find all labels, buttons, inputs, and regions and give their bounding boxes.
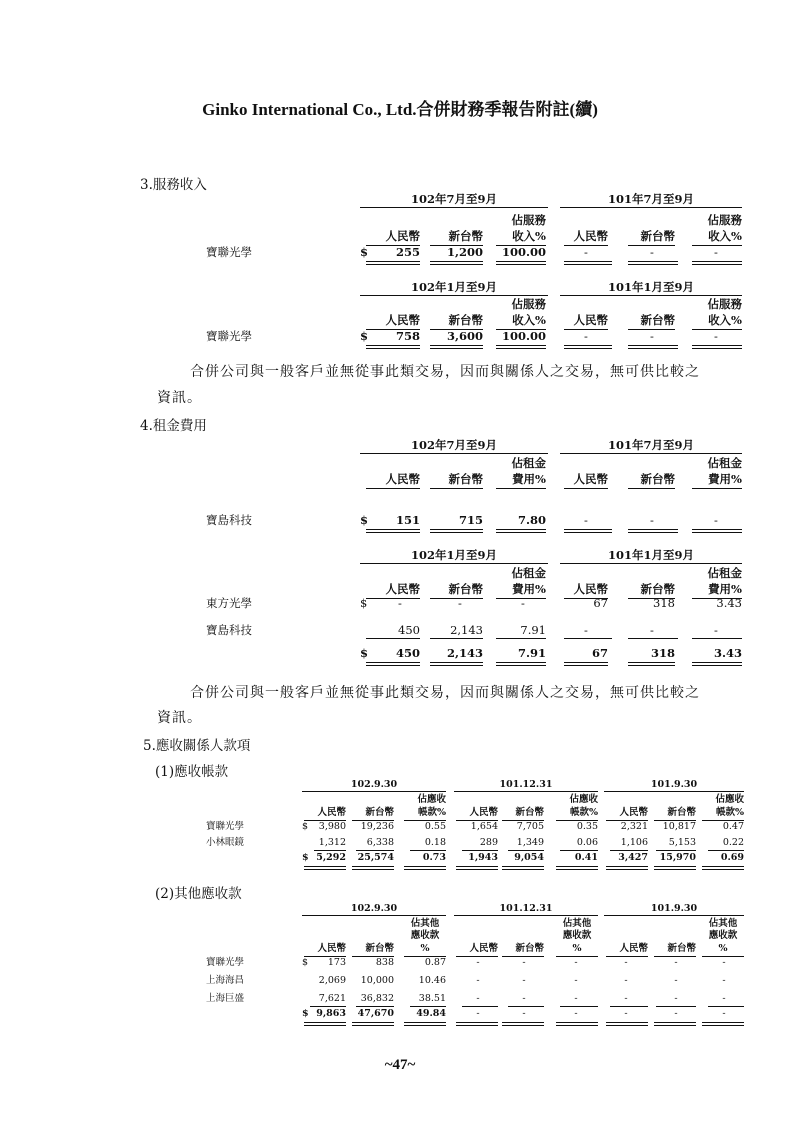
col-header: 費用% [708, 472, 742, 486]
total-cell: - [522, 1008, 526, 1019]
value-cell: 7.91 [520, 623, 546, 637]
currency-sign: $ [360, 329, 369, 343]
group-header: 101.9.30 [604, 904, 744, 916]
value-cell: 2,069 [318, 975, 346, 986]
currency-sign: $ [302, 957, 309, 968]
col-header: 帳款% [715, 807, 744, 818]
value-cell: - [714, 245, 718, 259]
value-cell: 3,600 [446, 329, 483, 343]
col-header: 佔應收 [715, 794, 744, 805]
total-cell: 67 [591, 646, 608, 660]
row-name: 東方光學 [206, 596, 252, 610]
total-cell: 0.69 [720, 852, 744, 863]
group-header: 101.9.30 [604, 780, 744, 792]
col-header: 人民幣 [619, 807, 648, 818]
value-cell: 100.00 [501, 245, 546, 259]
row-name: 寶聯光學 [206, 821, 245, 832]
group-header: 102.9.30 [302, 904, 446, 916]
col-header: 收入% [512, 229, 546, 243]
col-header: 新台幣 [365, 943, 394, 954]
col-header: 新台幣 [448, 472, 483, 486]
value-cell: - [714, 623, 718, 637]
total-cell: 47,670 [357, 1008, 394, 1019]
value-cell: - [584, 623, 588, 637]
total-cell: 2,143 [446, 646, 483, 660]
col-header: 新台幣 [667, 943, 696, 954]
total-cell: 9,054 [514, 852, 544, 863]
total-cell: 15,970 [659, 852, 696, 863]
group-header: 102年7月至9月 [360, 439, 548, 454]
col-header: 人民幣 [317, 807, 346, 818]
total-cell: 7.91 [517, 646, 546, 660]
col-header: % [420, 943, 430, 954]
col-header: 新台幣 [640, 229, 675, 243]
col-header: 佔服務 [707, 213, 742, 227]
currency-sign: $ [302, 852, 309, 863]
currency-sign: $ [302, 821, 309, 832]
col-header: 佔其他 [708, 918, 738, 929]
col-header: 佔租金 [511, 456, 546, 470]
group-header: 102年1月至9月 [360, 549, 548, 564]
total-cell: - [476, 1008, 480, 1019]
value-cell: 19,236 [360, 821, 394, 832]
subsection-heading: (2)其他應收款 [155, 886, 242, 902]
value-cell: 318 [653, 596, 675, 610]
currency-sign: $ [302, 1008, 309, 1019]
value-cell: 758 [395, 329, 420, 343]
value-cell: - [714, 329, 718, 343]
value-cell: 1,312 [318, 837, 346, 848]
section-5-heading: 5.應收關係人款項 [143, 738, 251, 754]
row-name: 寶島科技 [206, 623, 252, 637]
col-header: 新台幣 [667, 807, 696, 818]
value-cell: 1,654 [470, 821, 498, 832]
value-cell: 10,817 [662, 821, 696, 832]
value-cell: 0.22 [722, 837, 744, 848]
rent-expense-table-ytd [0, 549, 800, 669]
total-cell: 3,427 [618, 852, 648, 863]
value-cell: - [458, 596, 462, 610]
col-header: 人民幣 [573, 313, 608, 327]
row-name: 上海巨盛 [206, 993, 245, 1004]
value-cell: - [584, 245, 588, 259]
value-cell: - [584, 513, 588, 527]
total-cell: - [574, 1008, 578, 1019]
value-cell: 38.51 [418, 993, 446, 1004]
currency-sign: $ [360, 646, 369, 660]
col-header: 應收款 [562, 930, 592, 941]
value-cell: - [476, 975, 480, 986]
col-header: 收入% [708, 229, 742, 243]
group-header: 101年1月至9月 [560, 549, 742, 564]
value-cell: - [522, 975, 526, 986]
col-header: 佔服務 [511, 297, 546, 311]
group-header: 101年1月至9月 [560, 281, 742, 296]
value-cell: - [624, 975, 628, 986]
col-header: 佔其他 [562, 918, 592, 929]
col-header: 人民幣 [469, 807, 498, 818]
value-cell: 838 [375, 957, 394, 968]
value-cell: - [522, 993, 526, 1004]
total-cell: 1,943 [468, 852, 498, 863]
col-header: 佔租金 [707, 456, 742, 470]
col-header: 應收款 [410, 930, 440, 941]
rent-expense-table-q3 [0, 439, 800, 534]
value-cell: - [584, 329, 588, 343]
value-cell: 3.43 [716, 596, 742, 610]
group-header: 101年7月至9月 [560, 439, 742, 454]
col-header: 人民幣 [385, 472, 420, 486]
col-header: 人民幣 [573, 582, 608, 596]
note-paragraph: 合併公司與一般客戶並無從事此類交易，因而與關係人之交易，無可供比較之 [190, 685, 700, 701]
row-name: 小林眼鏡 [206, 837, 245, 848]
col-header: 新台幣 [365, 807, 394, 818]
value-cell: 1,349 [516, 837, 544, 848]
value-cell: - [624, 957, 628, 968]
col-header: 帳款% [569, 807, 598, 818]
col-header: 佔租金 [511, 566, 546, 580]
value-cell: - [650, 245, 654, 259]
group-header: 102年1月至9月 [360, 281, 548, 296]
value-cell: - [650, 623, 654, 637]
col-header: 新台幣 [640, 313, 675, 327]
col-header: 費用% [512, 582, 546, 596]
value-cell: - [650, 513, 654, 527]
value-cell: - [722, 975, 726, 986]
total-cell: 25,574 [357, 852, 394, 863]
total-cell: 318 [650, 646, 675, 660]
currency-sign: $ [360, 245, 369, 259]
value-cell: 7.80 [517, 513, 546, 527]
value-cell: 289 [479, 837, 498, 848]
col-header: 費用% [512, 472, 546, 486]
section-4-heading: 4.租金費用 [140, 418, 207, 434]
value-cell: - [674, 975, 678, 986]
value-cell: - [574, 993, 578, 1004]
value-cell: 0.47 [722, 821, 744, 832]
col-header: 佔其他 [410, 918, 440, 929]
col-header: 新台幣 [448, 313, 483, 327]
value-cell: 255 [395, 245, 420, 259]
value-cell: 151 [395, 513, 420, 527]
value-cell: 450 [398, 623, 420, 637]
col-header: % [572, 943, 582, 954]
value-cell: - [624, 993, 628, 1004]
other-receivables-table [0, 904, 800, 1024]
value-cell: - [522, 957, 526, 968]
col-header: 新台幣 [640, 472, 675, 486]
value-cell: 3,980 [318, 821, 346, 832]
total-cell: - [674, 1008, 678, 1019]
total-cell: 49.84 [416, 1008, 446, 1019]
value-cell: 36,832 [360, 993, 394, 1004]
total-cell: 3.43 [713, 646, 742, 660]
value-cell: 67 [593, 596, 608, 610]
value-cell: - [476, 993, 480, 1004]
value-cell: 10.46 [418, 975, 446, 986]
service-revenue-table-ytd [0, 281, 800, 356]
value-cell: 0.06 [576, 837, 598, 848]
row-name: 寶聯光學 [206, 329, 252, 343]
col-header: 人民幣 [573, 229, 608, 243]
value-cell: 100.00 [501, 329, 546, 343]
total-cell: 0.41 [574, 852, 598, 863]
value-cell: 1,200 [446, 245, 483, 259]
col-header: 人民幣 [317, 943, 346, 954]
value-cell: 2,143 [450, 623, 483, 637]
col-header: 佔租金 [707, 566, 742, 580]
col-header: 收入% [708, 313, 742, 327]
value-cell: - [650, 329, 654, 343]
value-cell: - [722, 993, 726, 1004]
group-header: 102年7月至9月 [360, 193, 548, 208]
col-header: 人民幣 [385, 229, 420, 243]
value-cell: 10,000 [360, 975, 394, 986]
row-name: 寶聯光學 [206, 245, 252, 259]
col-header: 人民幣 [469, 943, 498, 954]
value-cell: - [722, 957, 726, 968]
value-cell: 173 [327, 957, 346, 968]
col-header: 新台幣 [448, 229, 483, 243]
total-cell: - [624, 1008, 628, 1019]
accounts-receivable-table [0, 780, 800, 870]
value-cell: - [398, 596, 402, 610]
value-cell: 0.87 [424, 957, 446, 968]
group-header: 102.9.30 [302, 780, 446, 792]
value-cell: - [574, 975, 578, 986]
row-name: 寶聯光學 [206, 957, 245, 968]
value-cell: - [674, 957, 678, 968]
col-header: 佔應收 [417, 794, 446, 805]
col-header: 佔服務 [707, 297, 742, 311]
note-paragraph: 資訊。 [157, 390, 202, 406]
currency-sign: $ [360, 596, 368, 610]
total-cell: - [722, 1008, 726, 1019]
page-number: ~47~ [384, 1057, 416, 1073]
col-header: 佔服務 [511, 213, 546, 227]
col-header: 收入% [512, 313, 546, 327]
value-cell: 715 [458, 513, 483, 527]
value-cell: 6,338 [366, 837, 394, 848]
value-cell: - [714, 513, 718, 527]
col-header: 佔應收 [569, 794, 598, 805]
col-header: 新台幣 [515, 943, 544, 954]
value-cell: 5,153 [668, 837, 696, 848]
currency-sign: $ [360, 513, 369, 527]
service-revenue-table-q3 [0, 193, 800, 268]
value-cell: 7,621 [318, 993, 346, 1004]
value-cell: 0.18 [424, 837, 446, 848]
row-name: 寶島科技 [206, 513, 252, 527]
col-header: % [718, 943, 728, 954]
col-header: 新台幣 [515, 807, 544, 818]
value-cell: 2,321 [620, 821, 648, 832]
col-header: 新台幣 [448, 582, 483, 596]
note-paragraph: 合併公司與一般客戶並無從事此類交易，因而與關係人之交易，無可供比較之 [190, 364, 700, 380]
col-header: 費用% [708, 582, 742, 596]
col-header: 人民幣 [385, 313, 420, 327]
col-header: 人民幣 [573, 472, 608, 486]
total-cell: 0.73 [422, 852, 446, 863]
row-name: 上海海昌 [206, 975, 245, 986]
value-cell: - [674, 993, 678, 1004]
value-cell: 7,705 [516, 821, 544, 832]
group-header: 101.12.31 [454, 904, 598, 916]
note-paragraph: 資訊。 [157, 710, 202, 726]
col-header: 人民幣 [619, 943, 648, 954]
value-cell: - [521, 596, 525, 610]
col-header: 人民幣 [385, 582, 420, 596]
value-cell: 0.35 [576, 821, 598, 832]
value-cell: - [574, 957, 578, 968]
section-3-heading: 3.服務收入 [140, 177, 207, 193]
group-header: 101年7月至9月 [560, 193, 742, 208]
total-cell: 5,292 [316, 852, 346, 863]
col-header: 應收款 [708, 930, 738, 941]
total-cell: 9,863 [316, 1008, 346, 1019]
value-cell: 1,106 [620, 837, 648, 848]
value-cell: - [476, 957, 480, 968]
page-title: Ginko International Co., Ltd.合併財務季報告附註(續) [202, 100, 598, 119]
total-cell: 450 [395, 646, 420, 660]
subsection-heading: (1)應收帳款 [155, 764, 229, 780]
col-header: 新台幣 [640, 582, 675, 596]
col-header: 帳款% [417, 807, 446, 818]
group-header: 101.12.31 [454, 780, 598, 792]
value-cell: 0.55 [424, 821, 446, 832]
